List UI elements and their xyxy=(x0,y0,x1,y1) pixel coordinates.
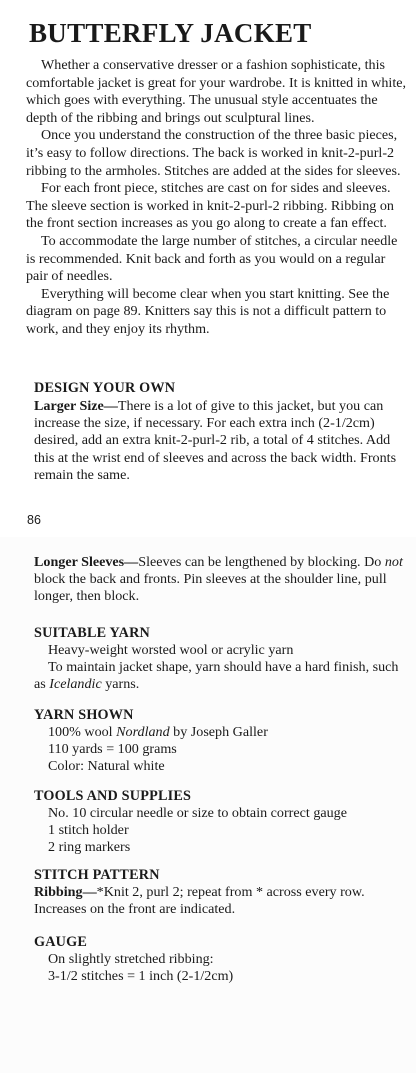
suitable-yarn-text xyxy=(34,642,412,692)
design-your-own-heading: DESIGN YOUR OWN xyxy=(34,380,176,396)
suitable-yarn-line: Heavy-weight worsted wool or acrylic yarn xyxy=(48,642,294,658)
longer-sleeves-text xyxy=(34,554,412,604)
tools-list-item: No. 10 circular needle or size to obtain correct gauge xyxy=(48,805,347,821)
page-87 xyxy=(0,537,416,1073)
yarn-shown-line: Color: Natural white xyxy=(48,757,165,774)
intro-text xyxy=(26,57,410,339)
longer-sleeves-body: Sleeves can be lengthened by blocking. Do xyxy=(138,554,385,570)
suitable-yarn-note xyxy=(34,659,412,693)
intro-paragraph: For each front piece, stitches are cast on for sides and sleeves. The sleeve section is worked in knit-2-purl-2 ribbing. Ribbing on the front section increases as you go along to create a fan effect. xyxy=(26,180,394,232)
yarn-brand: Nordland xyxy=(116,724,170,740)
intro-paragraph: Everything will become clear when you start knitting. See the diagram on page 89. Knitters say this is not a difficult pattern to work, and they enjoy its rhythm. xyxy=(26,285,390,337)
ribbing-label: Ribbing— xyxy=(34,884,97,900)
tools-and-supplies-heading: TOOLS AND SUPPLIES xyxy=(34,788,192,804)
larger-size-label: Larger Size— xyxy=(34,398,118,414)
gauge-line: On slightly stretched ribbing: xyxy=(48,951,214,967)
gauge-line: 3-1/2 stitches = 1 inch (2-1/2cm) xyxy=(48,967,234,984)
suitable-yarn-note-end: yarns. xyxy=(101,675,140,692)
tools-list-item: 2 ring markers xyxy=(48,838,131,855)
stitch-pattern-text xyxy=(34,884,412,918)
larger-size-text xyxy=(34,398,412,484)
tools-list-item: 1 stitch holder xyxy=(48,821,129,838)
suitable-yarn-note-text: To maintain jacket shape, yarn should have a hard finish, such as xyxy=(34,658,399,692)
larger-size-body: There is a lot of give to this jacket, but you can increase the size, if necessary. For each extra inch (2-1/2cm) desired, add an extra knit-2-purl-2 rib, a total of 4 stitches. Add this at the wrist end of sleeves and across the back width. Fronts remain the same. xyxy=(34,398,397,483)
longer-sleeves-body-end: block the back and fronts. Pin sleeves at the shoulder line, pull longer, then block. xyxy=(34,570,387,604)
suitable-yarn-heading: SUITABLE YARN xyxy=(34,625,151,641)
longer-sleeves-emphasis: not xyxy=(384,554,403,570)
intro-paragraph: Whether a conservative dresser or a fashion sophisticate, this comfortable jacket is great for your wardrobe. It is knitted in white, which goes with everything. The unusual style accentuates the depth of the ribbing and brings out sculptural lines. xyxy=(26,57,407,126)
stitch-pattern-heading: STITCH PATTERN xyxy=(34,867,160,883)
intro-paragraph: To accommodate the large number of stitches, a circular needle is recommended. Knit back and forth as you would on a regular pair of needles. xyxy=(26,232,398,285)
intro-paragraph: Once you understand the construction of the three basic pieces, it’s easy to follow directions. The back is worked in knit-2-purl-2 ribbing to the armholes. Stitches are added at the sides for sleeves. xyxy=(26,127,401,179)
yarn-shown-suffix: by Joseph Galler xyxy=(169,724,268,740)
tools-and-supplies-list xyxy=(34,805,412,855)
page-title: BUTTERFLY JACKET xyxy=(29,18,312,48)
gauge-text xyxy=(34,951,412,985)
gauge-heading: GAUGE xyxy=(34,934,88,950)
yarn-shown-line: 110 yards = 100 grams xyxy=(48,740,177,757)
yarn-shown-line xyxy=(34,724,412,741)
yarn-shown-heading: YARN SHOWN xyxy=(34,707,134,723)
yarn-shown-text xyxy=(34,724,412,774)
yarn-shown-prefix: 100% wool xyxy=(48,724,117,740)
ribbing-body: *Knit 2, purl 2; repeat from * across every row. Increases on the front are indicated. xyxy=(34,884,365,917)
suitable-yarn-emphasis: Icelandic xyxy=(49,675,102,692)
longer-sleeves-label: Longer Sleeves— xyxy=(34,554,139,570)
page-number: 86 xyxy=(27,513,41,527)
